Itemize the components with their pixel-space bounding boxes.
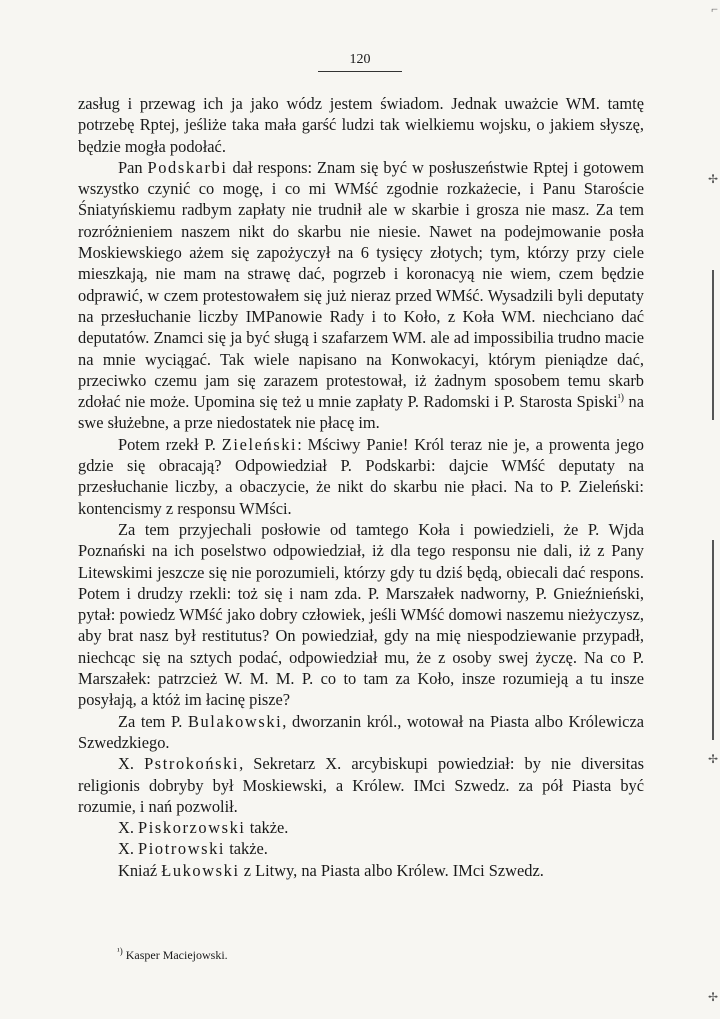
spaced-name: Łukowski	[161, 860, 240, 880]
paragraph	[78, 860, 644, 881]
paragraph	[78, 838, 644, 859]
footnote-mark: ¹)	[117, 946, 123, 956]
edge-tick-icon: ⌐	[711, 2, 718, 16]
paragraph	[78, 434, 644, 519]
text-run: z Litwy, na Piasta albo Królew. IMci Szwedz.	[239, 860, 544, 880]
spaced-name: Podskarbi	[147, 157, 228, 177]
text-run: X.	[118, 754, 145, 774]
paragraph	[78, 93, 644, 157]
spaced-name: Piskorzowski	[138, 818, 246, 838]
text-run: Pan	[118, 157, 148, 177]
text-run: dał respons: Znam się być w posłuszeństwie Rptej i gotowem wszystko czynić co mogę, i co mi WMść zgodnie rozkażecie, i Panu Staroście Śniatyńskiemu radbym zapłaty nie trudnił ale w skarbie i grosza nie masz. Za tem rozróżnieniem naszem nikt do skarbu nie niesie. Nawet na podejmowanie posła Moskiewskiego ażem się zapożyczył na 6 tysięcy złotych; tym, którzy przy ciele mieszkają, nie mam na strawę dać, pogrzeb i koronacyą nie wiem, czem będzie odprawić, w czem protestowałem się już nieraz przed WMść. Wysadzili byli deputaty na przesłuchanie liczby IMPanowie Rady i to Koło, z Koła WM. niechciano dać deputatów. Znamci się ja być sługą i szafarzem WM. ale ad impossibilia trudno macie na mnie wyciągać. Tak wiele napisano na Konwokacyi, którym pieniądze dać, przeciwko czemu jam się zarazem protestował, iż żadnym sposobem temu skarb zdołać nie może. Upomina się też u mnie zapłaty P. Radomski i P. Starosta Spiski	[78, 157, 644, 412]
spaced-name: Piotrowski	[138, 839, 226, 859]
edge-tick-icon: ✢	[707, 172, 718, 186]
spaced-name: Zieleński	[221, 434, 298, 454]
spaced-name: Pstrokoński	[144, 754, 240, 774]
footnote-ref: ¹)	[617, 392, 625, 404]
footnote	[117, 948, 228, 962]
text-run: także.	[245, 818, 289, 838]
body-text	[78, 93, 644, 881]
edge-tick-icon: ✢	[707, 752, 718, 766]
edge-tick-icon: ✢	[707, 990, 718, 1004]
text-run: : Mściwy Panie! Król teraz nie je, a prowenta jego gdzie się obracają? Odpowiedział P. Podskarbi: dajcie WMść deputaty na przesłuchanie liczby, a obaczycie, że nikt do skarbu nie płaci. Na to P. Zieleński: kontencismy z responsu WMści.	[78, 434, 644, 518]
text-run: także.	[225, 839, 268, 859]
text-run: Za tem przyjechali posłowie od tamtego Koła i powiedzieli, że P. Wjda Poznański na ich poselstwo odpowiedział, iż dla tego responsu nie dali, iż z Pany Litewskimi jeszcze się nie porozumieli, którzy gdy tu dziś będą, obiecali dać respons. Potem i drudzy rzekli: toż się i nam zda. P. Marszałek nadworny, P. Gnieźnieński, pytał: powiedz WMść jako dobry człowiek, jeśli WMść domowi naszemu nieżyczysz, aby brat nasz był restitutus? On powiedział, gdy na mię niespodziewanie przypadł, niechcąc się na sztych podać, odpowiedział mu, że z osoby swej życzę. Na co P. Marszałek: patrzcież W. M. M. P. co to tam za Koło, insze rozumieją a tu insze posyłają, a któż im łacinę pisze?	[78, 519, 644, 710]
paragraph	[78, 519, 644, 711]
footnote-text: Kasper Maciejowski.	[125, 948, 228, 962]
text-run: Za tem P.	[118, 711, 188, 731]
paragraph	[78, 753, 644, 817]
page-number: 120	[318, 52, 402, 72]
edge-mark	[712, 270, 714, 420]
spaced-name: Bulakowski	[187, 711, 283, 731]
text-run: , dworzanin król., wotował na Piasta albo Królewicza Szwedzkiego.	[78, 711, 644, 752]
text-run: zasług i przewag ich ja jako wódz jestem świadom. Jednak uważcie WM. tamtę potrzebę Rptej, jeśliże taka mała garść ludzi tak wielkiemu wojsku, o jakiem słyszę, będzie mogła podołać.	[78, 94, 644, 156]
text-run: Kniaź	[118, 860, 162, 880]
paragraph	[78, 711, 644, 754]
edge-mark	[712, 540, 714, 740]
text-run: , Sekretarz X. arcybiskupi powiedział: by nie diversitas religionis dobryby był Moskiewski, a Królew. IMci Szwedz. za pół Piasta być rozumie, i nań pozwolił.	[78, 754, 644, 816]
text-run: Potem rzekł P.	[118, 434, 222, 454]
text-run: X.	[118, 818, 139, 838]
text-run: X.	[118, 839, 139, 859]
paragraph	[78, 817, 644, 838]
text-run: na swe służebne, a prze niedostatek nie płacę im.	[78, 392, 644, 433]
paragraph	[78, 157, 644, 434]
